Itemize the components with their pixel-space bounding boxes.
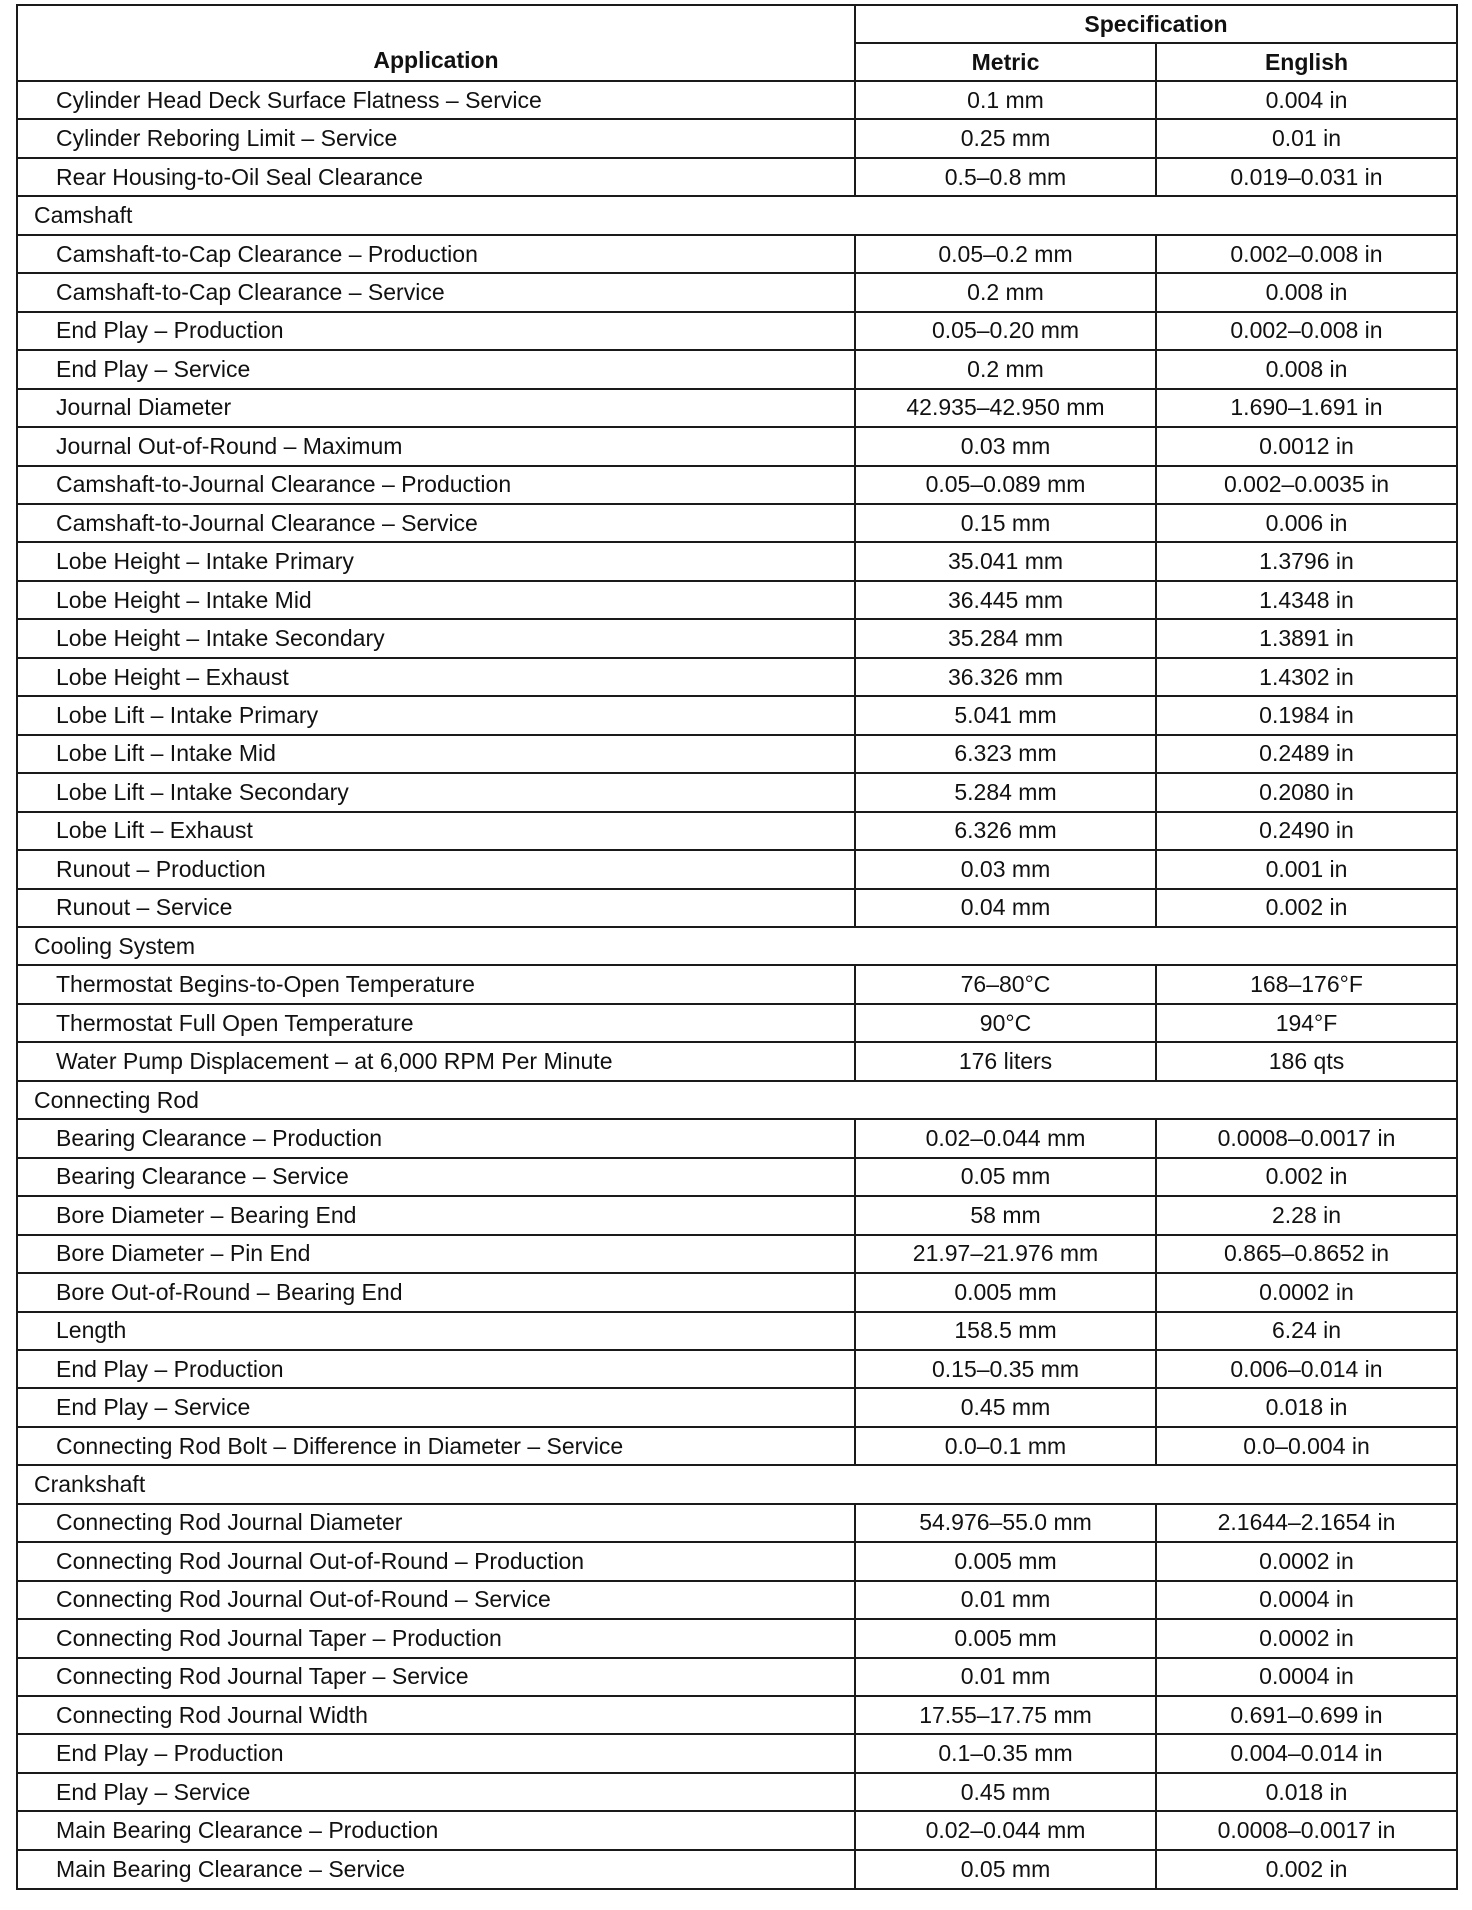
metric-cell: 0.15–0.35 mm <box>855 1350 1156 1388</box>
application-cell: Journal Diameter <box>17 389 855 427</box>
section-heading: Crankshaft <box>17 1465 1457 1503</box>
application-cell: Runout – Production <box>17 850 855 888</box>
metric-cell: 35.041 mm <box>855 542 1156 580</box>
table-row <box>17 850 1457 888</box>
metric-cell: 0.01 mm <box>855 1658 1156 1696</box>
english-cell: 0.006–0.014 in <box>1156 1350 1457 1388</box>
table-row <box>17 542 1457 580</box>
table-row <box>17 619 1457 657</box>
section-row <box>17 1081 1457 1119</box>
english-cell: 1.3891 in <box>1156 619 1457 657</box>
application-cell: Bearing Clearance – Production <box>17 1119 855 1157</box>
table-row <box>17 466 1457 504</box>
table-row <box>17 658 1457 696</box>
english-cell: 0.0002 in <box>1156 1273 1457 1311</box>
header-application-label: Application <box>373 47 499 73</box>
table-row <box>17 1734 1457 1772</box>
metric-cell: 0.005 mm <box>855 1619 1156 1657</box>
application-cell: Connecting Rod Journal Taper – Production <box>17 1619 855 1657</box>
table-row <box>17 812 1457 850</box>
application-cell: Connecting Rod Journal Out-of-Round – Service <box>17 1581 855 1619</box>
english-cell: 0.019–0.031 in <box>1156 158 1457 196</box>
table-row <box>17 1196 1457 1234</box>
table-row <box>17 504 1457 542</box>
english-cell: 0.001 in <box>1156 850 1457 888</box>
table-row <box>17 773 1457 811</box>
english-cell: 0.004 in <box>1156 81 1457 119</box>
application-cell: Lobe Height – Exhaust <box>17 658 855 696</box>
table-row <box>17 158 1457 196</box>
metric-cell: 0.04 mm <box>855 889 1156 927</box>
metric-cell: 0.45 mm <box>855 1773 1156 1811</box>
metric-cell: 0.2 mm <box>855 350 1156 388</box>
specification-table <box>16 4 1458 1890</box>
english-cell: 0.0012 in <box>1156 427 1457 465</box>
english-cell: 1.690–1.691 in <box>1156 389 1457 427</box>
metric-cell: 0.2 mm <box>855 273 1156 311</box>
header-specification: Specification <box>855 5 1457 43</box>
english-cell: 2.1644–2.1654 in <box>1156 1504 1457 1542</box>
application-cell: Camshaft-to-Journal Clearance – Service <box>17 504 855 542</box>
table-header <box>17 5 1457 81</box>
english-cell: 0.018 in <box>1156 1388 1457 1426</box>
table-row <box>17 1658 1457 1696</box>
metric-cell: 54.976–55.0 mm <box>855 1504 1156 1542</box>
application-cell: End Play – Service <box>17 350 855 388</box>
english-cell: 0.002 in <box>1156 889 1457 927</box>
metric-cell: 0.005 mm <box>855 1542 1156 1580</box>
english-cell: 0.691–0.699 in <box>1156 1696 1457 1734</box>
application-cell: Lobe Lift – Intake Secondary <box>17 773 855 811</box>
table-row <box>17 1350 1457 1388</box>
application-cell: Lobe Height – Intake Mid <box>17 581 855 619</box>
application-cell: Thermostat Begins-to-Open Temperature <box>17 965 855 1003</box>
table-row <box>17 965 1457 1003</box>
english-cell: 0.865–0.8652 in <box>1156 1235 1457 1273</box>
table-row <box>17 1158 1457 1196</box>
application-cell: Rear Housing-to-Oil Seal Clearance <box>17 158 855 196</box>
metric-cell: 176 liters <box>855 1042 1156 1080</box>
table-row <box>17 1811 1457 1849</box>
application-cell: Thermostat Full Open Temperature <box>17 1004 855 1042</box>
section-heading: Cooling System <box>17 927 1457 965</box>
application-cell: Camshaft-to-Cap Clearance – Production <box>17 235 855 273</box>
english-cell: 0.0008–0.0017 in <box>1156 1811 1457 1849</box>
metric-cell: 6.326 mm <box>855 812 1156 850</box>
english-cell: 0.2080 in <box>1156 773 1457 811</box>
english-cell: 0.018 in <box>1156 1773 1457 1811</box>
table-row <box>17 1581 1457 1619</box>
metric-cell: 0.0–0.1 mm <box>855 1427 1156 1465</box>
table-row <box>17 1773 1457 1811</box>
application-cell: Connecting Rod Journal Diameter <box>17 1504 855 1542</box>
application-cell: Connecting Rod Journal Width <box>17 1696 855 1734</box>
application-cell: Lobe Lift – Intake Mid <box>17 735 855 773</box>
table-row <box>17 696 1457 734</box>
table-row <box>17 735 1457 773</box>
application-cell: Main Bearing Clearance – Production <box>17 1811 855 1849</box>
metric-cell: 0.05–0.20 mm <box>855 312 1156 350</box>
english-cell: 0.004–0.014 in <box>1156 1734 1457 1772</box>
english-cell: 0.002–0.008 in <box>1156 312 1457 350</box>
metric-cell: 0.45 mm <box>855 1388 1156 1426</box>
english-cell: 0.006 in <box>1156 504 1457 542</box>
application-cell: Bore Diameter – Bearing End <box>17 1196 855 1234</box>
english-cell: 0.008 in <box>1156 273 1457 311</box>
table-row <box>17 889 1457 927</box>
application-cell: Lobe Height – Intake Primary <box>17 542 855 580</box>
metric-cell: 17.55–17.75 mm <box>855 1696 1156 1734</box>
header-application <box>17 5 855 81</box>
table-row <box>17 1850 1457 1889</box>
table-row <box>17 1696 1457 1734</box>
metric-cell: 0.25 mm <box>855 119 1156 157</box>
metric-cell: 5.041 mm <box>855 696 1156 734</box>
metric-cell: 0.03 mm <box>855 850 1156 888</box>
metric-cell: 0.15 mm <box>855 504 1156 542</box>
metric-cell: 0.02–0.044 mm <box>855 1811 1156 1849</box>
english-cell: 0.0008–0.0017 in <box>1156 1119 1457 1157</box>
metric-cell: 5.284 mm <box>855 773 1156 811</box>
application-cell: Bearing Clearance – Service <box>17 1158 855 1196</box>
english-cell: 1.4302 in <box>1156 658 1457 696</box>
application-cell: Connecting Rod Bolt – Difference in Diameter – Service <box>17 1427 855 1465</box>
metric-cell: 0.05 mm <box>855 1158 1156 1196</box>
section-row <box>17 1465 1457 1503</box>
table-row <box>17 312 1457 350</box>
application-cell: Lobe Height – Intake Secondary <box>17 619 855 657</box>
english-cell: 168–176°F <box>1156 965 1457 1003</box>
table-row <box>17 1427 1457 1465</box>
metric-cell: 21.97–21.976 mm <box>855 1235 1156 1273</box>
application-cell: Camshaft-to-Journal Clearance – Production <box>17 466 855 504</box>
table-row <box>17 581 1457 619</box>
section-heading: Connecting Rod <box>17 1081 1457 1119</box>
metric-cell: 0.5–0.8 mm <box>855 158 1156 196</box>
english-cell: 0.1984 in <box>1156 696 1457 734</box>
metric-cell: 0.1 mm <box>855 81 1156 119</box>
application-cell: Connecting Rod Journal Out-of-Round – Production <box>17 1542 855 1580</box>
metric-cell: 36.326 mm <box>855 658 1156 696</box>
table-row <box>17 1273 1457 1311</box>
application-cell: End Play – Service <box>17 1388 855 1426</box>
table-row <box>17 1004 1457 1042</box>
english-cell: 194°F <box>1156 1004 1457 1042</box>
application-cell: Main Bearing Clearance – Service <box>17 1850 855 1889</box>
metric-cell: 90°C <box>855 1004 1156 1042</box>
english-cell: 186 qts <box>1156 1042 1457 1080</box>
table-row <box>17 389 1457 427</box>
english-cell: 0.002 in <box>1156 1850 1457 1889</box>
english-cell: 0.01 in <box>1156 119 1457 157</box>
english-cell: 0.0002 in <box>1156 1619 1457 1657</box>
application-cell: Journal Out-of-Round – Maximum <box>17 427 855 465</box>
metric-cell: 0.05 mm <box>855 1850 1156 1889</box>
application-cell: Runout – Service <box>17 889 855 927</box>
application-cell: Bore Diameter – Pin End <box>17 1235 855 1273</box>
table-row <box>17 427 1457 465</box>
table-row <box>17 350 1457 388</box>
english-cell: 0.2490 in <box>1156 812 1457 850</box>
english-cell: 1.3796 in <box>1156 542 1457 580</box>
application-cell: End Play – Service <box>17 1773 855 1811</box>
table-row <box>17 235 1457 273</box>
header-metric: Metric <box>855 43 1156 81</box>
application-cell: End Play – Production <box>17 1734 855 1772</box>
metric-cell: 0.01 mm <box>855 1581 1156 1619</box>
table-row <box>17 119 1457 157</box>
metric-cell: 58 mm <box>855 1196 1156 1234</box>
metric-cell: 42.935–42.950 mm <box>855 389 1156 427</box>
table-row <box>17 1235 1457 1273</box>
header-english: English <box>1156 43 1457 81</box>
application-cell: Length <box>17 1312 855 1350</box>
table-row <box>17 1504 1457 1542</box>
application-cell: Connecting Rod Journal Taper – Service <box>17 1658 855 1696</box>
metric-cell: 0.02–0.044 mm <box>855 1119 1156 1157</box>
table-row <box>17 1119 1457 1157</box>
application-cell: Camshaft-to-Cap Clearance – Service <box>17 273 855 311</box>
english-cell: 0.008 in <box>1156 350 1457 388</box>
section-heading: Camshaft <box>17 196 1457 234</box>
table-row <box>17 273 1457 311</box>
english-cell: 6.24 in <box>1156 1312 1457 1350</box>
english-cell: 0.002 in <box>1156 1158 1457 1196</box>
english-cell: 0.2489 in <box>1156 735 1457 773</box>
section-row <box>17 196 1457 234</box>
table-row <box>17 1388 1457 1426</box>
table-row <box>17 1042 1457 1080</box>
metric-cell: 158.5 mm <box>855 1312 1156 1350</box>
metric-cell: 35.284 mm <box>855 619 1156 657</box>
application-cell: Bore Out-of-Round – Bearing End <box>17 1273 855 1311</box>
table-row <box>17 1542 1457 1580</box>
metric-cell: 36.445 mm <box>855 581 1156 619</box>
english-cell: 1.4348 in <box>1156 581 1457 619</box>
english-cell: 0.0–0.004 in <box>1156 1427 1457 1465</box>
metric-cell: 0.1–0.35 mm <box>855 1734 1156 1772</box>
metric-cell: 0.03 mm <box>855 427 1156 465</box>
english-cell: 0.002–0.0035 in <box>1156 466 1457 504</box>
english-cell: 0.0004 in <box>1156 1581 1457 1619</box>
application-cell: Water Pump Displacement – at 6,000 RPM Per Minute <box>17 1042 855 1080</box>
metric-cell: 0.05–0.089 mm <box>855 466 1156 504</box>
english-cell: 0.002–0.008 in <box>1156 235 1457 273</box>
table-row <box>17 1312 1457 1350</box>
english-cell: 2.28 in <box>1156 1196 1457 1234</box>
metric-cell: 0.005 mm <box>855 1273 1156 1311</box>
metric-cell: 0.05–0.2 mm <box>855 235 1156 273</box>
application-cell: Cylinder Reboring Limit – Service <box>17 119 855 157</box>
application-cell: End Play – Production <box>17 1350 855 1388</box>
table-body <box>17 81 1457 1889</box>
metric-cell: 6.323 mm <box>855 735 1156 773</box>
table-row <box>17 81 1457 119</box>
metric-cell: 76–80°C <box>855 965 1156 1003</box>
english-cell: 0.0002 in <box>1156 1542 1457 1580</box>
application-cell: Lobe Lift – Intake Primary <box>17 696 855 734</box>
application-cell: Lobe Lift – Exhaust <box>17 812 855 850</box>
application-cell: End Play – Production <box>17 312 855 350</box>
table-row <box>17 1619 1457 1657</box>
application-cell: Cylinder Head Deck Surface Flatness – Service <box>17 81 855 119</box>
english-cell: 0.0004 in <box>1156 1658 1457 1696</box>
section-row <box>17 927 1457 965</box>
